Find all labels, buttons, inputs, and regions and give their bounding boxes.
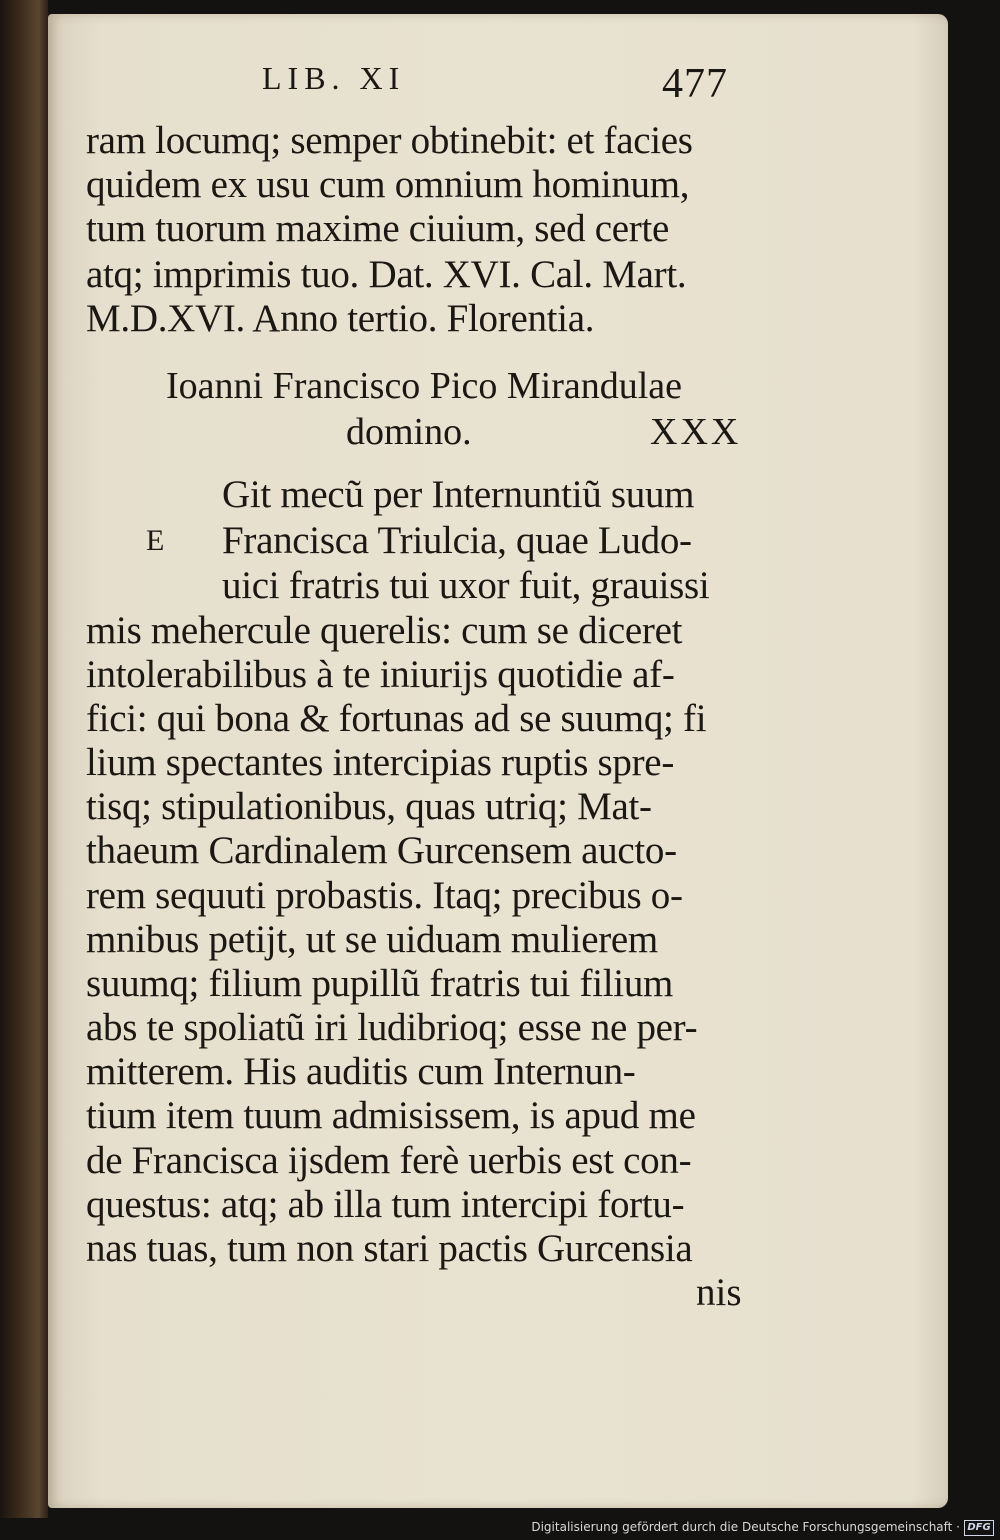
text-line: de Francisca ijsdem ferè uerbis est con- [86,1139,692,1182]
text-line: mis mehercule querelis: cum se diceret [86,609,683,652]
catchword: nis [696,1271,742,1314]
text-line: fici: qui bona & fortunas ad se suumq; fi [86,697,707,740]
text-line: tum tuorum maxime ciuium, sed certe [86,207,670,250]
text-line: mnibus petijt, ut se uiduam mulierem [86,918,658,961]
text-line: rem sequuti probastis. Itaq; precibus o- [86,874,683,917]
page-number: 477 [662,61,728,107]
text-line: thaeum Cardinalem Gurcensem aucto- [86,829,677,872]
text-line: lium spectantes intercipias ruptis spre- [86,741,675,784]
text-line: atq; imprimis tuo. Dat. XVI. Cal. Mart. [86,253,687,296]
text-line: intolerabilibus à te iniurijs quotidie af- [86,653,675,696]
text-line: Git mecũ per Internuntiũ suum [222,473,695,516]
letter-heading-line: Ioanni Francisco Pico Mirandulae [166,365,683,407]
book-spine [0,0,48,1540]
text-line: uici fratris tui uxor fuit, grauissi [222,564,710,607]
text-line: suumq; filium pupillũ fratris tui filium [86,962,674,1005]
footer-credit: Digitalisierung gefördert durch die Deutsche Forschungsgemeinschaft · [531,1520,960,1534]
text-line: mitterem. His auditis cum Internun- [86,1050,636,1093]
text-line: questus: atq; ab illa tum intercipi fortu- [86,1183,685,1226]
letter-heading-line: domino. [346,411,472,453]
text-line: tium item tuum admisissem, is apud me [86,1094,696,1137]
letter-number: XXX [650,411,742,453]
dfg-logo-icon: DFG [964,1520,994,1536]
text-line: nas tuas, tum non stari pactis Gurcensia [86,1227,693,1270]
text-line: quidem ex usu cum omnium hominum, [86,163,690,206]
drop-initial: E [146,524,165,557]
text-line: tisq; stipulationibus, quas utriq; Mat- [86,785,652,828]
running-head: LIB. XI [262,60,406,96]
footer-bar [0,1518,1000,1540]
text-line: M.D.XVI. Anno tertio. Florentia. [86,297,595,340]
text-line: ram locumq; semper obtinebit: et facies [86,119,693,162]
text-line: Francisca Triulcia, quae Ludo- [222,519,692,562]
text-line: abs te spoliatũ iri ludibrioq; esse ne per- [86,1006,698,1049]
